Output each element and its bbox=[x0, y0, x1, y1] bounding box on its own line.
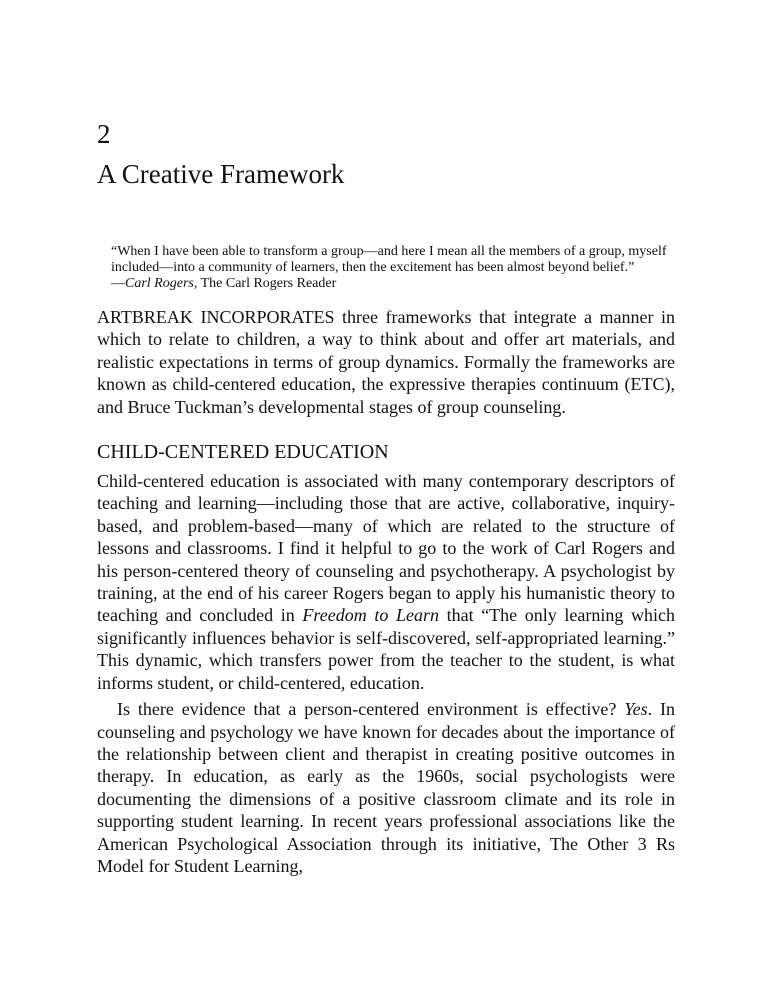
epigraph-attribution bbox=[111, 276, 675, 292]
book-title: Freedom to Learn bbox=[302, 605, 439, 626]
chapter-title: A Creative Framework bbox=[97, 159, 345, 189]
epigraph bbox=[111, 244, 675, 292]
body-paragraph-2 bbox=[97, 698, 675, 877]
body-paragraph-1 bbox=[97, 470, 675, 694]
emphasis-yes: Yes bbox=[624, 699, 648, 720]
book-page bbox=[97, 118, 675, 877]
chapter-number: 2 bbox=[97, 119, 111, 149]
para2-text-a: Is there evidence that a person-centered environment is effective? bbox=[117, 699, 625, 720]
attribution-dash: — bbox=[111, 276, 125, 291]
epigraph-quote: “When I have been able to transform a group—and here I mean all the members of a group, myself included—into a community of learners, then the excitement has been almost beyond belief.” bbox=[111, 244, 667, 275]
intro-paragraph: ARTBREAK INCORPORATES three frameworks that integrate a manner in which to relate to children, a way to think about and offer art materials, and realistic expectations in terms of group dynamics. Formally the frameworks are known as child-centered education, the expressive therapies continuum (ETC), and Bruce Tuckman’s developmental stages of group counseling. bbox=[97, 307, 675, 417]
para2-text-b: . In counseling and psychology we have known for decades about the importance of the relationship between client and therapist in creating positive outcomes in therapy. In education, as early as the 1960s, social psychologists were documenting the dimensions of a positive classroom climate and its role in supporting student learning. In recent years professional associations like the American Psychological Association through its initiative, The Other 3 Rs Model for Student Learning, bbox=[97, 699, 675, 876]
epigraph-author: Carl Rogers bbox=[125, 276, 194, 291]
para1-text-b: that “The only learning which significantly influences behavior is self-discovered, self-appropriated learning.” This dynamic, which transfers power from the teacher to the student, is what informs student, or child-centered, education. bbox=[97, 605, 675, 693]
section-heading: CHILD-CENTERED EDUCATION bbox=[97, 441, 389, 464]
epigraph-source: , The Carl Rogers Reader bbox=[193, 276, 337, 291]
para1-text-a: Child-centered education is associated with many contemporary descriptors of teaching and learning—including those that are active, collaborative, inquiry-based, and problem-based—many of which are related to the structure of lessons and classrooms. I find it helpful to go to the work of Carl Rogers and his person-centered theory of counseling and psychotherapy. A psychologist by training, at the end of his career Rogers began to apply his humanistic theory to teaching and concluded in bbox=[97, 471, 675, 626]
